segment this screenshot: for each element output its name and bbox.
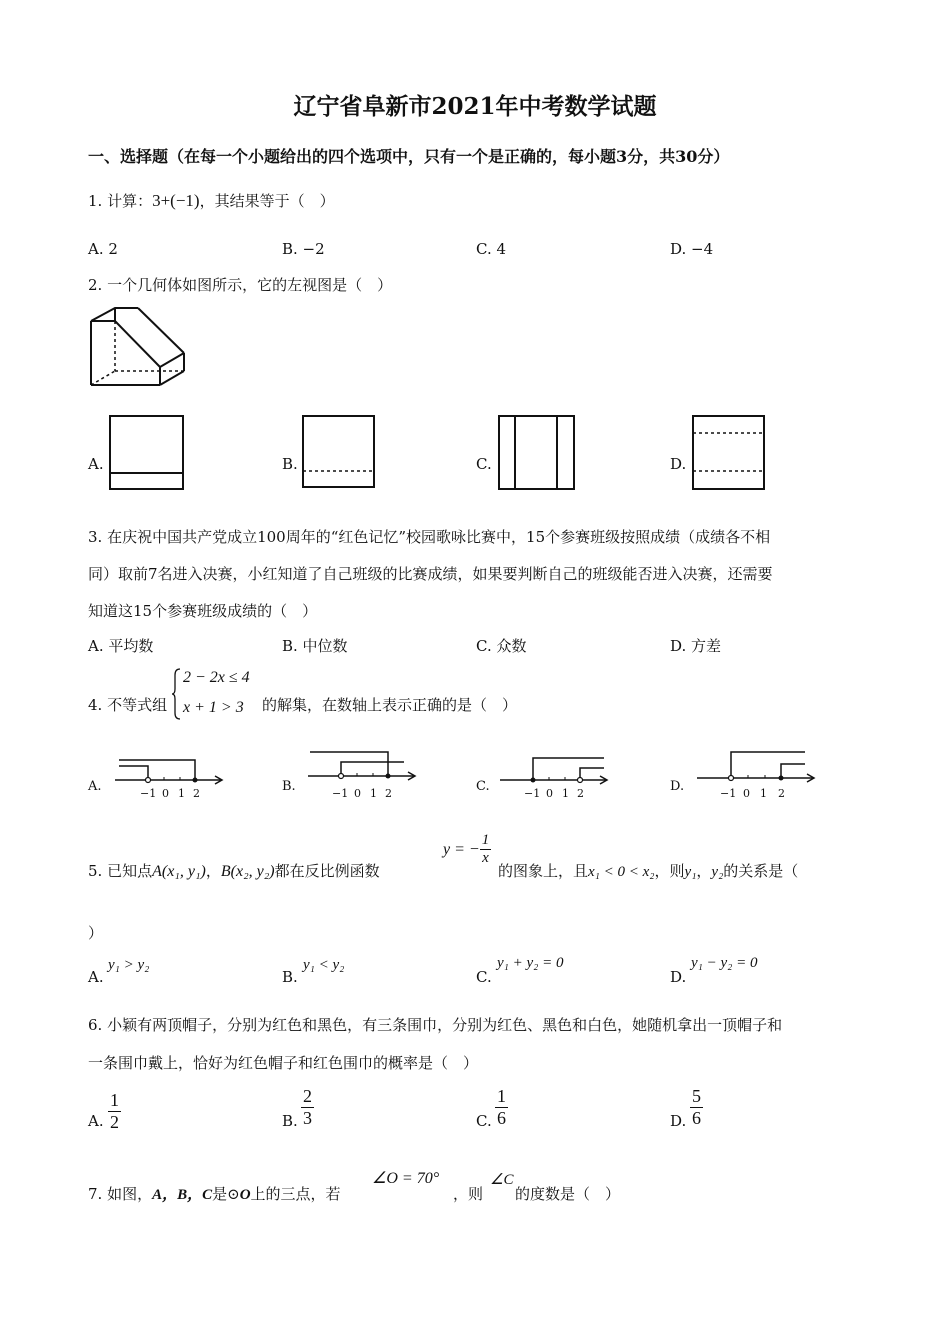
question-6-line-2: 一条围巾戴上，恰好为红色帽子和红色围巾的概率是（ ）: [88, 1054, 479, 1072]
q5-option-b-expr: y₁ < y₂: [303, 957, 345, 973]
q1-expression: 3+(−1): [152, 191, 200, 210]
q6-option-b-fraction: $\frac{2}{3}$: [303, 1086, 312, 1128]
q4-d-open-point: [729, 776, 734, 781]
q6-option-b: B.: [282, 1112, 298, 1130]
q4-number-line-b: [308, 748, 418, 802]
q2-option-b: B.: [282, 455, 298, 473]
q2-option-d: D.: [670, 455, 687, 473]
q6-option-c-fraction: $\frac{1}{6}$: [497, 1086, 506, 1128]
q6-option-d-fraction: $\frac{5}{6}$: [692, 1086, 701, 1128]
q5-function: y = − $\frac{1}{x}$: [443, 832, 490, 867]
q5-point-a: A(x₁, y₁): [152, 863, 206, 880]
question-7-cont: ，则: [453, 1185, 484, 1203]
section-heading: 一、选择题（在每一个小题给出的四个选项中，只有一个是正确的，每小题3分，共30分）: [88, 147, 730, 166]
question-2: 2. 一个几何体如图所示，它的左视图是（ ）: [88, 276, 393, 294]
q5-option-c-expr: y₁ + y₂ = 0: [497, 955, 564, 971]
q4-a-open-point: [146, 778, 151, 783]
q1-option-b: B. −2: [282, 240, 325, 258]
q5-option-d-expr: y₁ − y₂ = 0: [691, 955, 758, 971]
question-7: 7. 如图，A，B，C是⊙O上的三点，若: [88, 1185, 341, 1203]
q2-option-c: C.: [476, 455, 492, 473]
q5-option-b: B.: [282, 968, 298, 986]
q4-option-d: D.: [670, 779, 685, 794]
q4-inequality-1: 2 − 2x ≤ 4: [183, 669, 250, 686]
q7-angle-c: ∠C: [490, 1172, 514, 1188]
question-4-suffix: 的解集，在数轴上表示正确的是（ ）: [262, 696, 518, 714]
q6-option-a: A.: [88, 1112, 104, 1130]
q5-option-a-expr: y₁ > y₂: [108, 957, 150, 973]
q2-option-b-figure: [302, 415, 376, 489]
q6-option-a-fraction: $\frac{1}{2}$: [110, 1090, 119, 1132]
q5-point-b: B(x₂, y₂): [220, 863, 275, 880]
q4-inequality-2: x + 1 > 3: [183, 699, 244, 716]
q4-number-line-a: [115, 756, 225, 802]
question-3-line-2: 同）取前7名进入决赛，小红知道了自己班级的比赛成绩，如果要判断自己的班级能否进入决赛，还需要: [88, 565, 773, 583]
q4-c-closed-point: [531, 778, 536, 783]
q4-number-line-d: [697, 748, 819, 802]
q4-option-a: A.: [88, 779, 102, 794]
q3-option-d: D. 方差: [670, 637, 722, 655]
q3-option-b: B. 中位数: [282, 637, 348, 655]
q1-option-c: C. 4: [476, 240, 507, 258]
page-title: 辽宁省阜新市2021年中考数学试题: [293, 93, 657, 120]
q4-c-open-point: [578, 778, 583, 783]
q4-option-b: B.: [282, 779, 296, 794]
q2-option-a: A.: [88, 455, 104, 473]
q3-option-c: C. 众数: [476, 637, 527, 655]
q6-option-c: C.: [476, 1112, 492, 1130]
q4-b-open-point: [339, 774, 344, 779]
q4-b-closed-point: [386, 774, 391, 779]
q4-number-line-c: [500, 752, 610, 802]
q4-d-closed-point: [779, 776, 784, 781]
question-5: 5. 已知点A(x₁, y₁)，B(x₂, y₂)都在反比例函数: [88, 862, 380, 880]
q3-option-a: A. 平均数: [88, 637, 154, 655]
question-5-close: ）: [88, 924, 104, 942]
q5-option-d: D.: [670, 968, 687, 986]
q2-solid-figure: [88, 305, 188, 387]
question-1: 1. 计算：3+(−1)，其结果等于（ ）: [88, 191, 335, 210]
question-3-line-1: 3. 在庆祝中国共产党成立100周年的“红色记忆”校园歌咏比赛中，15个参赛班级按照成绩（成绩各不相: [88, 528, 771, 546]
q4-option-c: C.: [476, 779, 490, 794]
q1-option-a: A. 2: [88, 240, 118, 258]
question-5-cont: 的图象上，且x₁ < 0 < x₂，则y₁，y₂的关系是（: [498, 862, 799, 880]
question-4-prefix: 4. 不等式组: [88, 696, 168, 714]
q4-brace: [171, 667, 181, 721]
question-6-line-1: 6. 小颖有两顶帽子，分别为红色和黑色，有三条围巾，分别为红色、黑色和白色，她随机拿出一顶帽子和: [88, 1016, 783, 1034]
q7-angle-o: ∠O = 70°: [372, 1170, 440, 1187]
question-3-line-3: 知道这15个参赛班级成绩的（ ）: [88, 602, 318, 620]
q6-option-d: D.: [670, 1112, 687, 1130]
q2-option-d-figure: [692, 415, 766, 491]
q5-option-a: A.: [88, 968, 104, 986]
question-7-suffix: 的度数是（ ）: [515, 1185, 621, 1203]
q2-option-c-figure: [498, 415, 576, 491]
q1-option-d: D. −4: [670, 240, 714, 258]
q5-option-c: C.: [476, 968, 492, 986]
q5-condition: x₁ < 0 < x₂: [588, 864, 655, 880]
q4-a-closed-point: [193, 778, 198, 783]
q2-option-a-figure: [109, 415, 185, 491]
